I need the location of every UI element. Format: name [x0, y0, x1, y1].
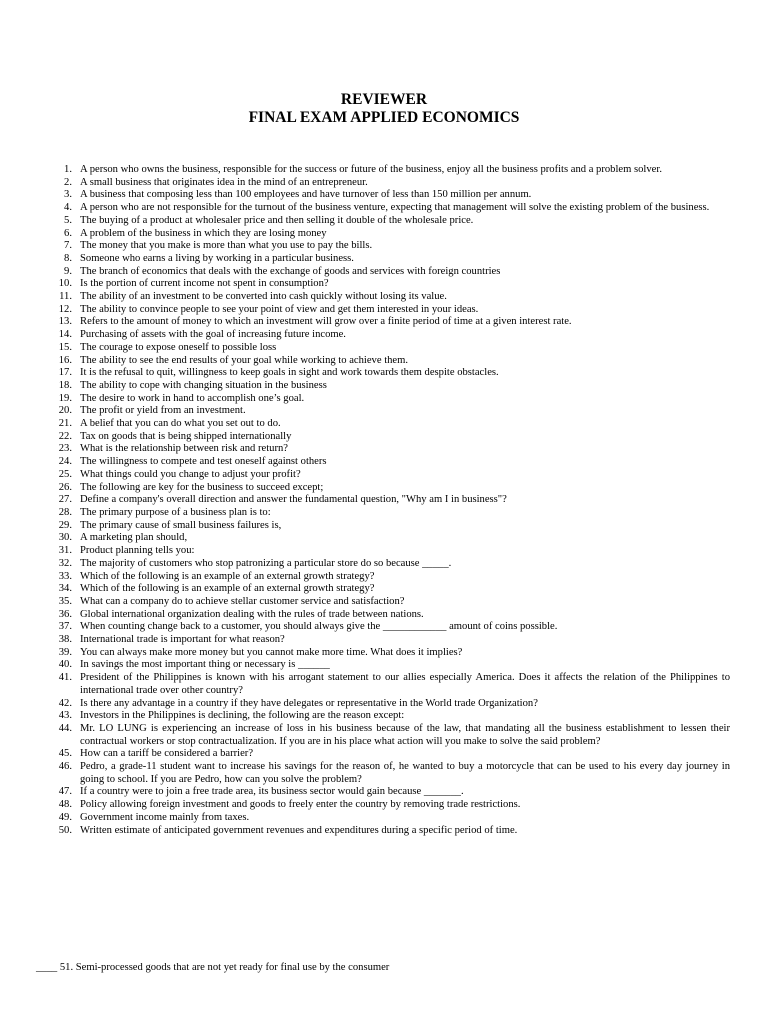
question-number: 10.: [58, 278, 72, 290]
question-item: [52, 393, 730, 406]
question-number: 38.: [58, 634, 72, 646]
question-item: [52, 469, 730, 482]
question-text: Someone who earns a living by working in a particular business.: [80, 252, 354, 264]
question-number: 33.: [58, 570, 72, 582]
question-number: 16.: [58, 354, 72, 366]
question-number: 20.: [58, 405, 72, 417]
question-number: 47.: [58, 786, 72, 798]
question-item: [52, 723, 730, 748]
question-item: [52, 545, 730, 558]
question-item: [52, 278, 730, 291]
question-text: The willingness to compete and test oneself against others: [80, 456, 327, 468]
question-text: Government income mainly from taxes.: [80, 811, 250, 823]
question-text: Refers to the amount of money to which an investment will grow over a finite period of time at a given interest rate.: [80, 316, 572, 328]
question-number: 7.: [64, 240, 72, 252]
question-number: 29.: [58, 519, 72, 531]
question-item: [52, 189, 730, 202]
question-number: 14.: [58, 329, 72, 341]
question-number: 42.: [58, 697, 72, 709]
question-item: [52, 558, 730, 571]
question-number: 19.: [58, 392, 72, 404]
question-text: Is the portion of current income not spent in consumption?: [80, 278, 329, 290]
question-text: In savings the most important thing or necessary is ______: [80, 659, 330, 671]
question-item: [52, 596, 730, 609]
question-item: [52, 291, 730, 304]
question-text: A belief that you can do what you set out to do.: [80, 418, 281, 430]
question-text: Product planning tells you:: [80, 545, 195, 557]
question-text: How can a tariff be considered a barrier?: [80, 748, 254, 760]
question-text: A marketing plan should,: [80, 532, 188, 544]
question-text: The money that you make is more than what you use to pay the bills.: [80, 240, 373, 252]
question-number: 6.: [64, 227, 72, 239]
question-text: The primary cause of small business failures is,: [80, 519, 282, 531]
question-number: 36.: [58, 608, 72, 620]
question-item: [52, 202, 730, 215]
question-item: [52, 710, 730, 723]
question-item: [52, 621, 730, 634]
question-item: [52, 761, 730, 786]
question-number: 2.: [64, 176, 72, 188]
question-text: International trade is important for what reason?: [80, 634, 285, 646]
question-number: 8.: [64, 252, 72, 264]
question-item: [52, 583, 730, 596]
question-number: 23.: [58, 443, 72, 455]
question-text: A person who owns the business, responsible for the success or future of the business, enjoy all the business profits and a problem solver.: [80, 164, 662, 175]
question-text: You can always make more money but you cannot make more time. What does it implies?: [80, 646, 463, 658]
question-51-text: 51. Semi-processed goods that are not yet ready for final use by the consumer: [59, 962, 390, 973]
question-number: 24.: [58, 456, 72, 468]
question-item: [52, 355, 730, 368]
question-text: The primary purpose of a business plan is to:: [80, 506, 271, 518]
question-text: When counting change back to a customer, you should always give the ____________ amount of coins possible.: [80, 621, 558, 633]
question-item: [52, 215, 730, 228]
question-item: [52, 405, 730, 418]
question-item: [52, 812, 730, 825]
question-text: President of the Philippines is known with his arrogant statement to our allies especially America. Does it affects the relation of the Philippines to international trade over other country?: [80, 672, 730, 696]
question-number: 48.: [58, 799, 72, 811]
question-text: The courage to expose oneself to possible loss: [80, 341, 277, 353]
question-item: [52, 672, 730, 697]
question-item: [52, 520, 730, 533]
question-text: The ability to see the end results of your goal while working to achieve them.: [80, 354, 409, 366]
question-item: [52, 431, 730, 444]
question-number: 11.: [59, 291, 72, 303]
question-text: The buying of a product at wholesaler price and then selling it double of the wholesale price.: [80, 214, 474, 226]
question-text: The majority of customers who stop patronizing a particular store do so because _____.: [80, 557, 452, 569]
question-text: The ability to convince people to see your point of view and get them interested in your ideas.: [80, 303, 479, 315]
answer-blank: ____: [36, 962, 58, 973]
question-item: [52, 698, 730, 711]
question-text: What is the relationship between risk and return?: [80, 443, 288, 455]
question-text: Mr. LO LUNG is experiencing an increase of loss in his business because of the law, that mandating all the business establishment to lessen their contractual workers or stop contractualization. If you are in his place what action will you make to solve the said problem?: [80, 722, 730, 747]
question-51: [36, 961, 736, 974]
question-text: The branch of economics that deals with the exchange of goods and services with foreign countries: [80, 265, 501, 277]
question-number: 49.: [58, 811, 72, 823]
question-text: Global international organization dealing with the rules of trade between nations.: [80, 608, 424, 620]
question-item: [52, 507, 730, 520]
question-text: Policy allowing foreign investment and goods to freely enter the country by removing trade restrictions.: [80, 799, 521, 811]
question-text: A person who are not responsible for the turnout of the business venture, expecting that management will solve the existing problem of the business.: [80, 202, 710, 214]
question-number: 1.: [64, 164, 72, 175]
question-text: The desire to work in hand to accomplish one’s goal.: [80, 392, 305, 404]
question-item: [52, 418, 730, 431]
question-text: The following are key for the business to succeed except;: [80, 481, 324, 493]
question-text: A problem of the business in which they are losing money: [80, 227, 327, 239]
question-number: 43.: [58, 710, 72, 722]
question-item: [52, 609, 730, 622]
question-number: 18.: [58, 379, 72, 391]
question-item: [52, 266, 730, 279]
question-number: 3.: [64, 189, 72, 201]
question-item: [52, 342, 730, 355]
question-item: [52, 316, 730, 329]
question-item: [52, 634, 730, 647]
question-text: What can a company do to achieve stellar customer service and satisfaction?: [80, 595, 405, 607]
question-item: [52, 571, 730, 584]
question-item: [52, 494, 730, 507]
question-list: [52, 164, 730, 837]
question-item: [52, 228, 730, 241]
question-number: 39.: [58, 646, 72, 658]
question-number: 50.: [58, 824, 72, 836]
question-text: Which of the following is an example of an external growth strategy?: [80, 583, 375, 595]
question-item: [52, 164, 730, 177]
question-text: The ability of an investment to be converted into cash quickly without losing its value.: [80, 291, 447, 303]
question-text: Is there any advantage in a country if they have delegates or representative in the World trade Organization?: [80, 697, 538, 709]
question-item: [52, 799, 730, 812]
question-number: 5.: [64, 214, 72, 226]
question-number: 46.: [58, 761, 72, 773]
question-item: [52, 532, 730, 545]
question-item: [52, 456, 730, 469]
question-text: It is the refusal to quit, willingness to keep goals in sight and work towards them despite obstacles.: [80, 367, 499, 379]
question-item: [52, 380, 730, 393]
question-text: Purchasing of assets with the goal of increasing future income.: [80, 329, 346, 341]
question-text: Written estimate of anticipated government revenues and expenditures during a specific period of time.: [80, 824, 518, 836]
question-item: [52, 825, 730, 838]
question-number: 45.: [58, 748, 72, 760]
question-number: 41.: [58, 672, 72, 684]
question-item: [52, 329, 730, 342]
question-item: [52, 443, 730, 456]
question-item: [52, 786, 730, 799]
question-number: 40.: [58, 659, 72, 671]
question-number: 17.: [58, 367, 72, 379]
question-text: Pedro, a grade-11 student want to increase his savings for the reason of, he wanted to buy a motorcycle that can be used to his every day journey in going to school. If you are Pedro, how can you solve the problem?: [80, 761, 730, 785]
question-number: 44.: [58, 722, 72, 734]
question-number: 9.: [64, 265, 72, 277]
question-text: The ability to cope with changing situation in the business: [80, 379, 327, 391]
question-number: 21.: [58, 418, 72, 430]
question-number: 32.: [58, 557, 72, 569]
question-number: 28.: [58, 506, 72, 518]
question-item: [52, 659, 730, 672]
question-text: A small business that originates idea in the mind of an entrepreneur.: [80, 176, 368, 188]
question-text: If a country were to join a free trade area, its business sector would gain because _______.: [80, 786, 464, 798]
document-title: REVIEWER: [340, 91, 428, 108]
question-text: The profit or yield from an investment.: [80, 405, 246, 417]
question-text: Investors in the Philippines is declining, the following are the reason except:: [80, 710, 405, 722]
question-text: Define a company's overall direction and answer the fundamental question, "Why am I in business"?: [80, 494, 507, 506]
question-number: 30.: [58, 532, 72, 544]
question-item: [52, 748, 730, 761]
question-number: 34.: [58, 583, 72, 595]
question-item: [52, 482, 730, 495]
question-number: 26.: [58, 481, 72, 493]
question-text: A business that composing less than 100 employees and have turnover of less than 150 million per annum.: [80, 189, 532, 201]
question-text: Which of the following is an example of an external growth strategy?: [80, 570, 375, 582]
question-item: [52, 177, 730, 190]
question-item: [52, 240, 730, 253]
question-number: 31.: [58, 545, 72, 557]
document-subtitle: FINAL EXAM APPLIED ECONOMICS: [248, 109, 520, 126]
question-number: 4.: [64, 202, 72, 214]
question-text: What things could you change to adjust your profit?: [80, 468, 301, 480]
question-number: 13.: [58, 316, 72, 328]
question-item: [52, 647, 730, 660]
question-number: 22.: [58, 430, 72, 442]
question-number: 25.: [58, 468, 72, 480]
question-item: [52, 253, 730, 266]
question-number: 37.: [58, 621, 72, 633]
question-number: 35.: [58, 595, 72, 607]
question-item: [52, 304, 730, 317]
question-text: Tax on goods that is being shipped internationally: [80, 430, 292, 442]
question-item: [52, 367, 730, 380]
question-number: 27.: [58, 494, 72, 506]
question-number: 12.: [58, 303, 72, 315]
question-number: 15.: [58, 341, 72, 353]
